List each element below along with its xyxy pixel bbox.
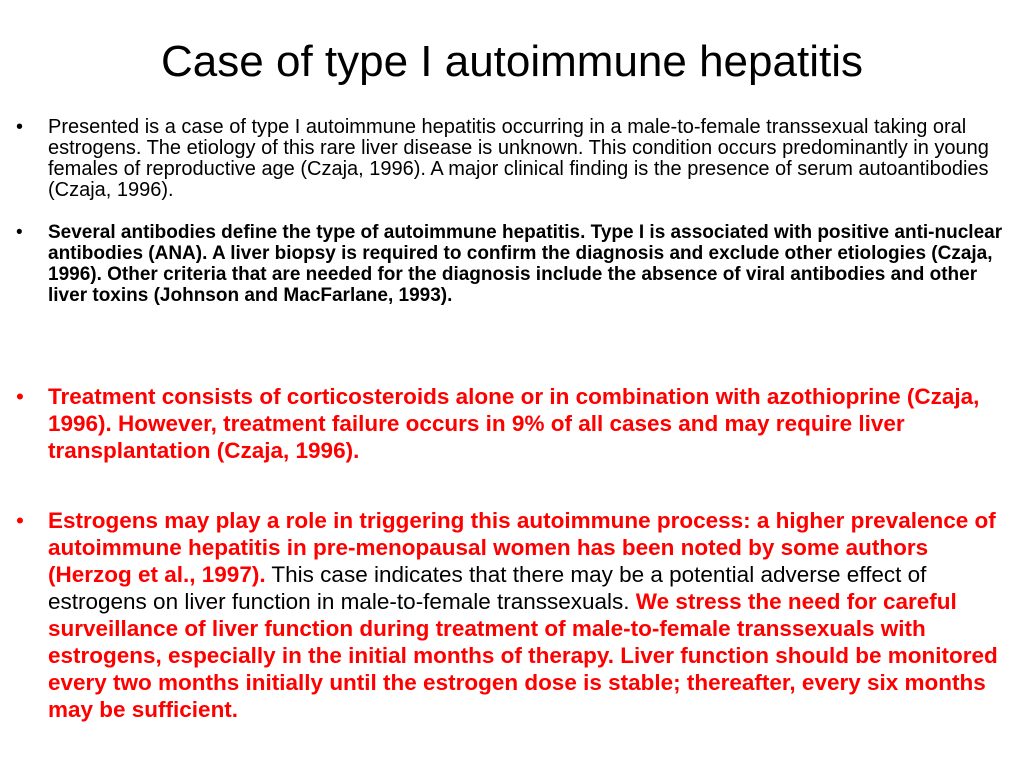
bullet-text-estrogens bbox=[48, 507, 1010, 723]
bullet-item-diagnosis bbox=[10, 222, 1010, 306]
slide-title: Case of type I autoimmune hepatitis bbox=[161, 37, 863, 86]
bullet-text-emphasis: We stress the need for careful surveillance of liver function during treatment of male-to-female transsexuals with estrogens, especially in the initial months of therapy. Liver function should be monitored every two months initially until the estrogen dose is stable; thereafter, every six months may be sufficient. bbox=[48, 589, 998, 722]
bullet-text-plain: This case indicates that there may be a potential adverse effect of estrogens on liver function in male-to-female transsexuals. bbox=[48, 562, 927, 614]
bullet-marker: • bbox=[16, 222, 23, 243]
bullet-text: Presented is a case of type I autoimmune hepatitis occurring in a male-to-female transsexual taking oral estrogens. The etiology of this rare liver disease is unknown. This condition occurs predominantly in young females of reproductive age (Czaja, 1996). A major clinical finding is the presence of serum autoantibodies (Czaja, 1996). bbox=[48, 116, 989, 201]
bullet-marker: • bbox=[16, 384, 24, 409]
bullet-item-etiology bbox=[10, 117, 1010, 201]
bullet-text-emphasis: Estrogens may play a role in triggering this autoimmune process: a higher prevalence of autoimmune hepatitis in pre-menopausal women has been noted by some authors (Herzog et al., 1997). bbox=[48, 508, 996, 587]
bullet-item-treatment bbox=[10, 383, 1010, 464]
bullet-item-estrogens bbox=[10, 507, 1010, 723]
bullet-marker: • bbox=[16, 116, 24, 138]
bullet-marker: • bbox=[16, 508, 24, 533]
bullet-text: Treatment consists of corticosteroids alone or in combination with azothioprine (Czaja, 1996). However, treatment failure occurs in 9% of all cases and may require liver transplantation (Czaja, 1996). bbox=[48, 384, 980, 463]
bullet-text: Several antibodies define the type of autoimmune hepatitis. Type I is associated with positive anti-nuclear antibodies (ANA). A liver biopsy is required to confirm the diagnosis and exclude other etiologies (Czaja, 1996). Other criteria that are needed for the diagnosis include the absence of viral antibodies and other liver toxins (Johnson and MacFarlane, 1993). bbox=[48, 222, 1003, 306]
